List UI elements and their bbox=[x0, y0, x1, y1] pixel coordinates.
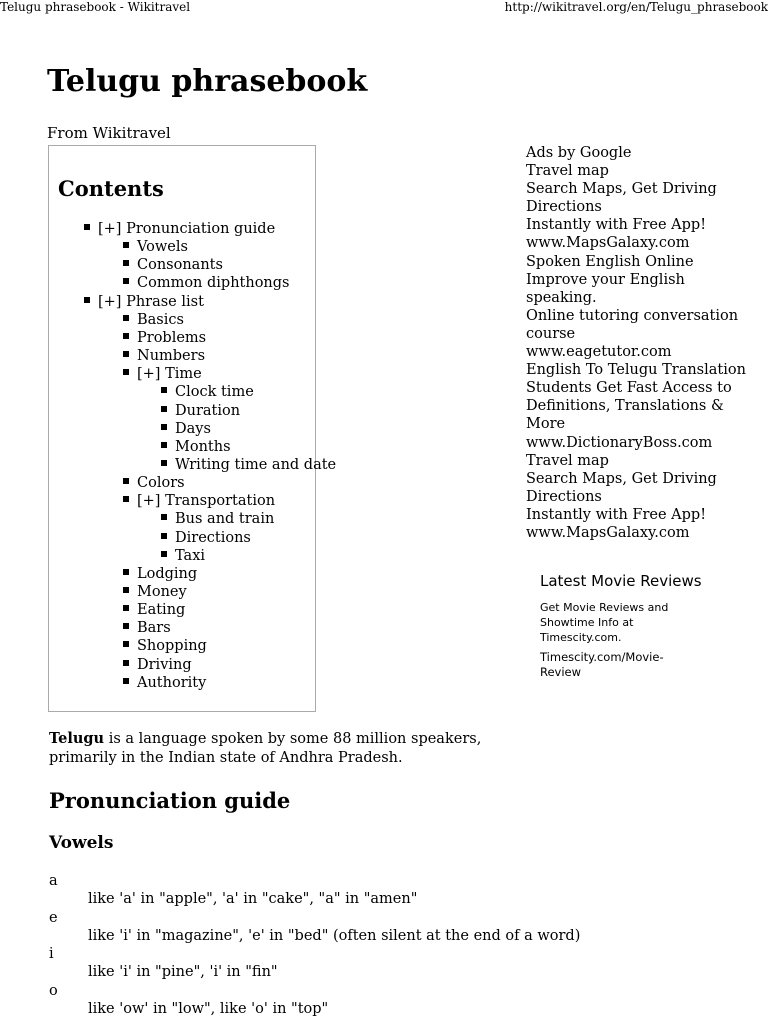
toc-item[interactable] bbox=[123, 274, 290, 292]
toc-item-label[interactable]: [+] Time bbox=[137, 366, 202, 383]
toc-item-label[interactable]: Eating bbox=[137, 602, 186, 619]
toc-item-label[interactable]: Numbers bbox=[137, 348, 206, 365]
bullet-icon bbox=[161, 424, 167, 430]
page-title: Telugu phrasebook bbox=[47, 64, 368, 99]
toc-item-label[interactable]: Vowels bbox=[137, 239, 188, 256]
ad-line[interactable]: Spoken English Online bbox=[526, 253, 694, 270]
toc-item-label[interactable]: Bus and train bbox=[175, 511, 275, 528]
bullet-icon bbox=[123, 242, 129, 248]
toc-item-label[interactable]: Common diphthongs bbox=[137, 275, 290, 292]
ad-line[interactable]: More bbox=[526, 416, 566, 433]
ad-line[interactable]: Directions bbox=[526, 488, 602, 505]
vowel-term: a bbox=[49, 873, 58, 889]
toc-item[interactable] bbox=[123, 365, 202, 383]
toc-item[interactable] bbox=[123, 637, 207, 655]
toc-item[interactable] bbox=[84, 220, 275, 238]
toc-item[interactable] bbox=[123, 238, 188, 256]
bullet-icon bbox=[84, 297, 90, 303]
intro-text: is a language spoken by some 88 million speakers, primarily in the Indian state of Andhra Pradesh. bbox=[49, 731, 482, 766]
toc-heading: Contents bbox=[58, 176, 164, 201]
toc-item-label[interactable]: Basics bbox=[137, 311, 184, 328]
toc-item[interactable] bbox=[123, 619, 171, 637]
ads-panel bbox=[526, 144, 746, 542]
toc-item-label[interactable]: Problems bbox=[137, 329, 207, 346]
movie-ad-link[interactable] bbox=[540, 650, 702, 680]
bullet-icon bbox=[123, 641, 129, 647]
toc-item[interactable] bbox=[161, 547, 205, 565]
toc-item[interactable] bbox=[123, 329, 206, 347]
intro-bold-term: Telugu bbox=[49, 730, 105, 747]
movie-ad-link-line[interactable]: Timescity.com/Movie- bbox=[540, 650, 664, 664]
toc-item-label[interactable]: [+] Pronunciation guide bbox=[98, 221, 276, 237]
bullet-icon bbox=[161, 533, 167, 539]
toc-item[interactable] bbox=[123, 347, 205, 365]
toc-item-label[interactable]: Driving bbox=[137, 656, 192, 673]
ad-line[interactable]: Students Get Fast Access to bbox=[526, 380, 732, 397]
movie-ad-title[interactable]: Latest Movie Reviews bbox=[540, 572, 702, 590]
toc-item-label[interactable]: Taxi bbox=[175, 547, 206, 564]
ad-line[interactable]: Online tutoring conversation bbox=[526, 307, 739, 324]
bullet-icon bbox=[123, 623, 129, 629]
toc-item-label[interactable]: Months bbox=[175, 438, 231, 455]
movie-ad-desc-line: Timescity.com. bbox=[540, 631, 622, 644]
pronunciation-heading: Pronunciation guide bbox=[49, 788, 291, 813]
from-wikitravel: From Wikitravel bbox=[47, 124, 171, 142]
bullet-icon bbox=[123, 278, 129, 284]
movie-ad-link-line[interactable]: Review bbox=[540, 665, 582, 679]
toc-item[interactable] bbox=[123, 492, 275, 510]
ad-line[interactable]: Travel map bbox=[526, 163, 609, 180]
toc-item[interactable] bbox=[123, 256, 223, 274]
toc-item[interactable] bbox=[84, 293, 204, 311]
toc-item[interactable] bbox=[123, 565, 197, 583]
bullet-icon bbox=[123, 587, 129, 593]
vowels-heading: Vowels bbox=[49, 833, 114, 853]
intro-paragraph bbox=[49, 729, 519, 768]
vowel-term: e bbox=[49, 909, 58, 926]
ad-line[interactable]: www.eagetutor.com bbox=[526, 344, 672, 361]
ad-line[interactable]: www.MapsGalaxy.com bbox=[526, 235, 690, 252]
toc-item-label[interactable]: Shopping bbox=[137, 638, 207, 655]
toc-item[interactable] bbox=[161, 456, 336, 474]
toc-item-label[interactable]: [+] Transportation bbox=[137, 493, 276, 510]
bullet-icon bbox=[123, 369, 129, 375]
bullet-icon bbox=[123, 605, 129, 611]
toc-item[interactable] bbox=[123, 583, 187, 601]
ad-line[interactable]: Improve your English bbox=[526, 271, 685, 288]
vowel-definition: like 'ow' in "low", like 'o' in "top" bbox=[88, 1000, 329, 1017]
toc-item[interactable] bbox=[123, 674, 206, 692]
bullet-icon bbox=[123, 496, 129, 502]
bullet-icon bbox=[161, 514, 167, 520]
ad-line[interactable]: Travel map bbox=[526, 452, 609, 469]
vowel-definition: like 'i' in "magazine", 'e' in "bed" (often silent at the end of a word) bbox=[88, 927, 581, 944]
ad-line[interactable]: Directions bbox=[526, 199, 602, 216]
ad-line[interactable]: Search Maps, Get Driving bbox=[526, 181, 717, 198]
ad-line[interactable]: Instantly with Free App! bbox=[526, 217, 707, 234]
ad-line[interactable]: www.DictionaryBoss.com bbox=[526, 434, 713, 451]
toc-item[interactable] bbox=[161, 402, 240, 420]
toc-item[interactable] bbox=[123, 474, 185, 492]
ad-line[interactable]: speaking. bbox=[526, 289, 597, 306]
bullet-icon bbox=[161, 442, 167, 448]
toc-item[interactable] bbox=[123, 656, 192, 674]
ad-line[interactable]: www.MapsGalaxy.com bbox=[526, 524, 690, 541]
toc-item-label[interactable]: Clock time bbox=[175, 384, 254, 401]
browser-url[interactable]: http://wikitravel.org/en/Telugu_phrasebook bbox=[504, 0, 768, 14]
ad-line[interactable]: Definitions, Translations & bbox=[526, 398, 724, 415]
toc-item-label[interactable]: Authority bbox=[137, 674, 207, 691]
bullet-icon bbox=[84, 224, 90, 230]
toc-item[interactable] bbox=[161, 420, 211, 438]
bullet-icon bbox=[161, 406, 167, 412]
toc-item-label[interactable]: Consonants bbox=[137, 257, 223, 274]
bullet-icon bbox=[123, 351, 129, 357]
toc-item[interactable] bbox=[161, 529, 251, 547]
toc-item[interactable] bbox=[161, 510, 274, 528]
toc-item[interactable] bbox=[123, 601, 185, 619]
toc-item[interactable] bbox=[123, 311, 184, 329]
vowel-definition: like 'i' in "pine", 'i' in "fin" bbox=[88, 964, 278, 980]
toc-item-label[interactable]: [+] Phrase list bbox=[98, 293, 204, 310]
bullet-icon bbox=[123, 478, 129, 484]
vowel-definition: like 'a' in "apple", 'a' in "cake", "a" in "amen" bbox=[88, 891, 418, 907]
toc-item[interactable] bbox=[161, 383, 254, 401]
movie-reviews-ad bbox=[540, 572, 702, 680]
toc-item-label[interactable]: Bars bbox=[137, 620, 171, 637]
bullet-icon bbox=[123, 569, 129, 575]
movie-ad-description bbox=[540, 600, 702, 645]
ad-line[interactable]: Instantly with Free App! bbox=[526, 506, 707, 523]
ad-line[interactable]: Search Maps, Get Driving bbox=[526, 470, 717, 487]
bullet-icon bbox=[161, 460, 167, 466]
ad-line[interactable]: course bbox=[526, 325, 576, 342]
movie-ad-desc-line: Get Movie Reviews and bbox=[540, 601, 669, 614]
toc-item-label[interactable]: Colors bbox=[137, 475, 185, 492]
bullet-icon bbox=[161, 551, 167, 557]
browser-page-title: Telugu phrasebook - Wikitravel bbox=[0, 0, 191, 14]
toc-item-label[interactable]: Days bbox=[175, 420, 211, 437]
ads-by-google-label: Ads by Google bbox=[526, 145, 632, 161]
vowel-term: o bbox=[49, 982, 58, 999]
bullet-icon bbox=[123, 315, 129, 321]
ad-line[interactable]: English To Telugu Translation bbox=[526, 362, 746, 379]
bullet-icon bbox=[161, 387, 167, 393]
toc-item-label[interactable]: Lodging bbox=[137, 565, 198, 582]
movie-ad-desc-line: Showtime Info at bbox=[540, 616, 634, 629]
table-of-contents bbox=[48, 145, 337, 712]
toc-item-label[interactable]: Duration bbox=[175, 402, 241, 419]
toc-item-label[interactable]: Directions bbox=[175, 529, 251, 546]
bullet-icon bbox=[123, 678, 129, 684]
toc-item[interactable] bbox=[161, 438, 231, 456]
bullet-icon bbox=[123, 333, 129, 339]
vowel-term: i bbox=[49, 946, 54, 962]
bullet-icon bbox=[123, 660, 129, 666]
toc-item-label[interactable]: Money bbox=[137, 584, 187, 600]
toc-item-label[interactable]: Writing time and date bbox=[175, 456, 337, 473]
bullet-icon bbox=[123, 260, 129, 266]
